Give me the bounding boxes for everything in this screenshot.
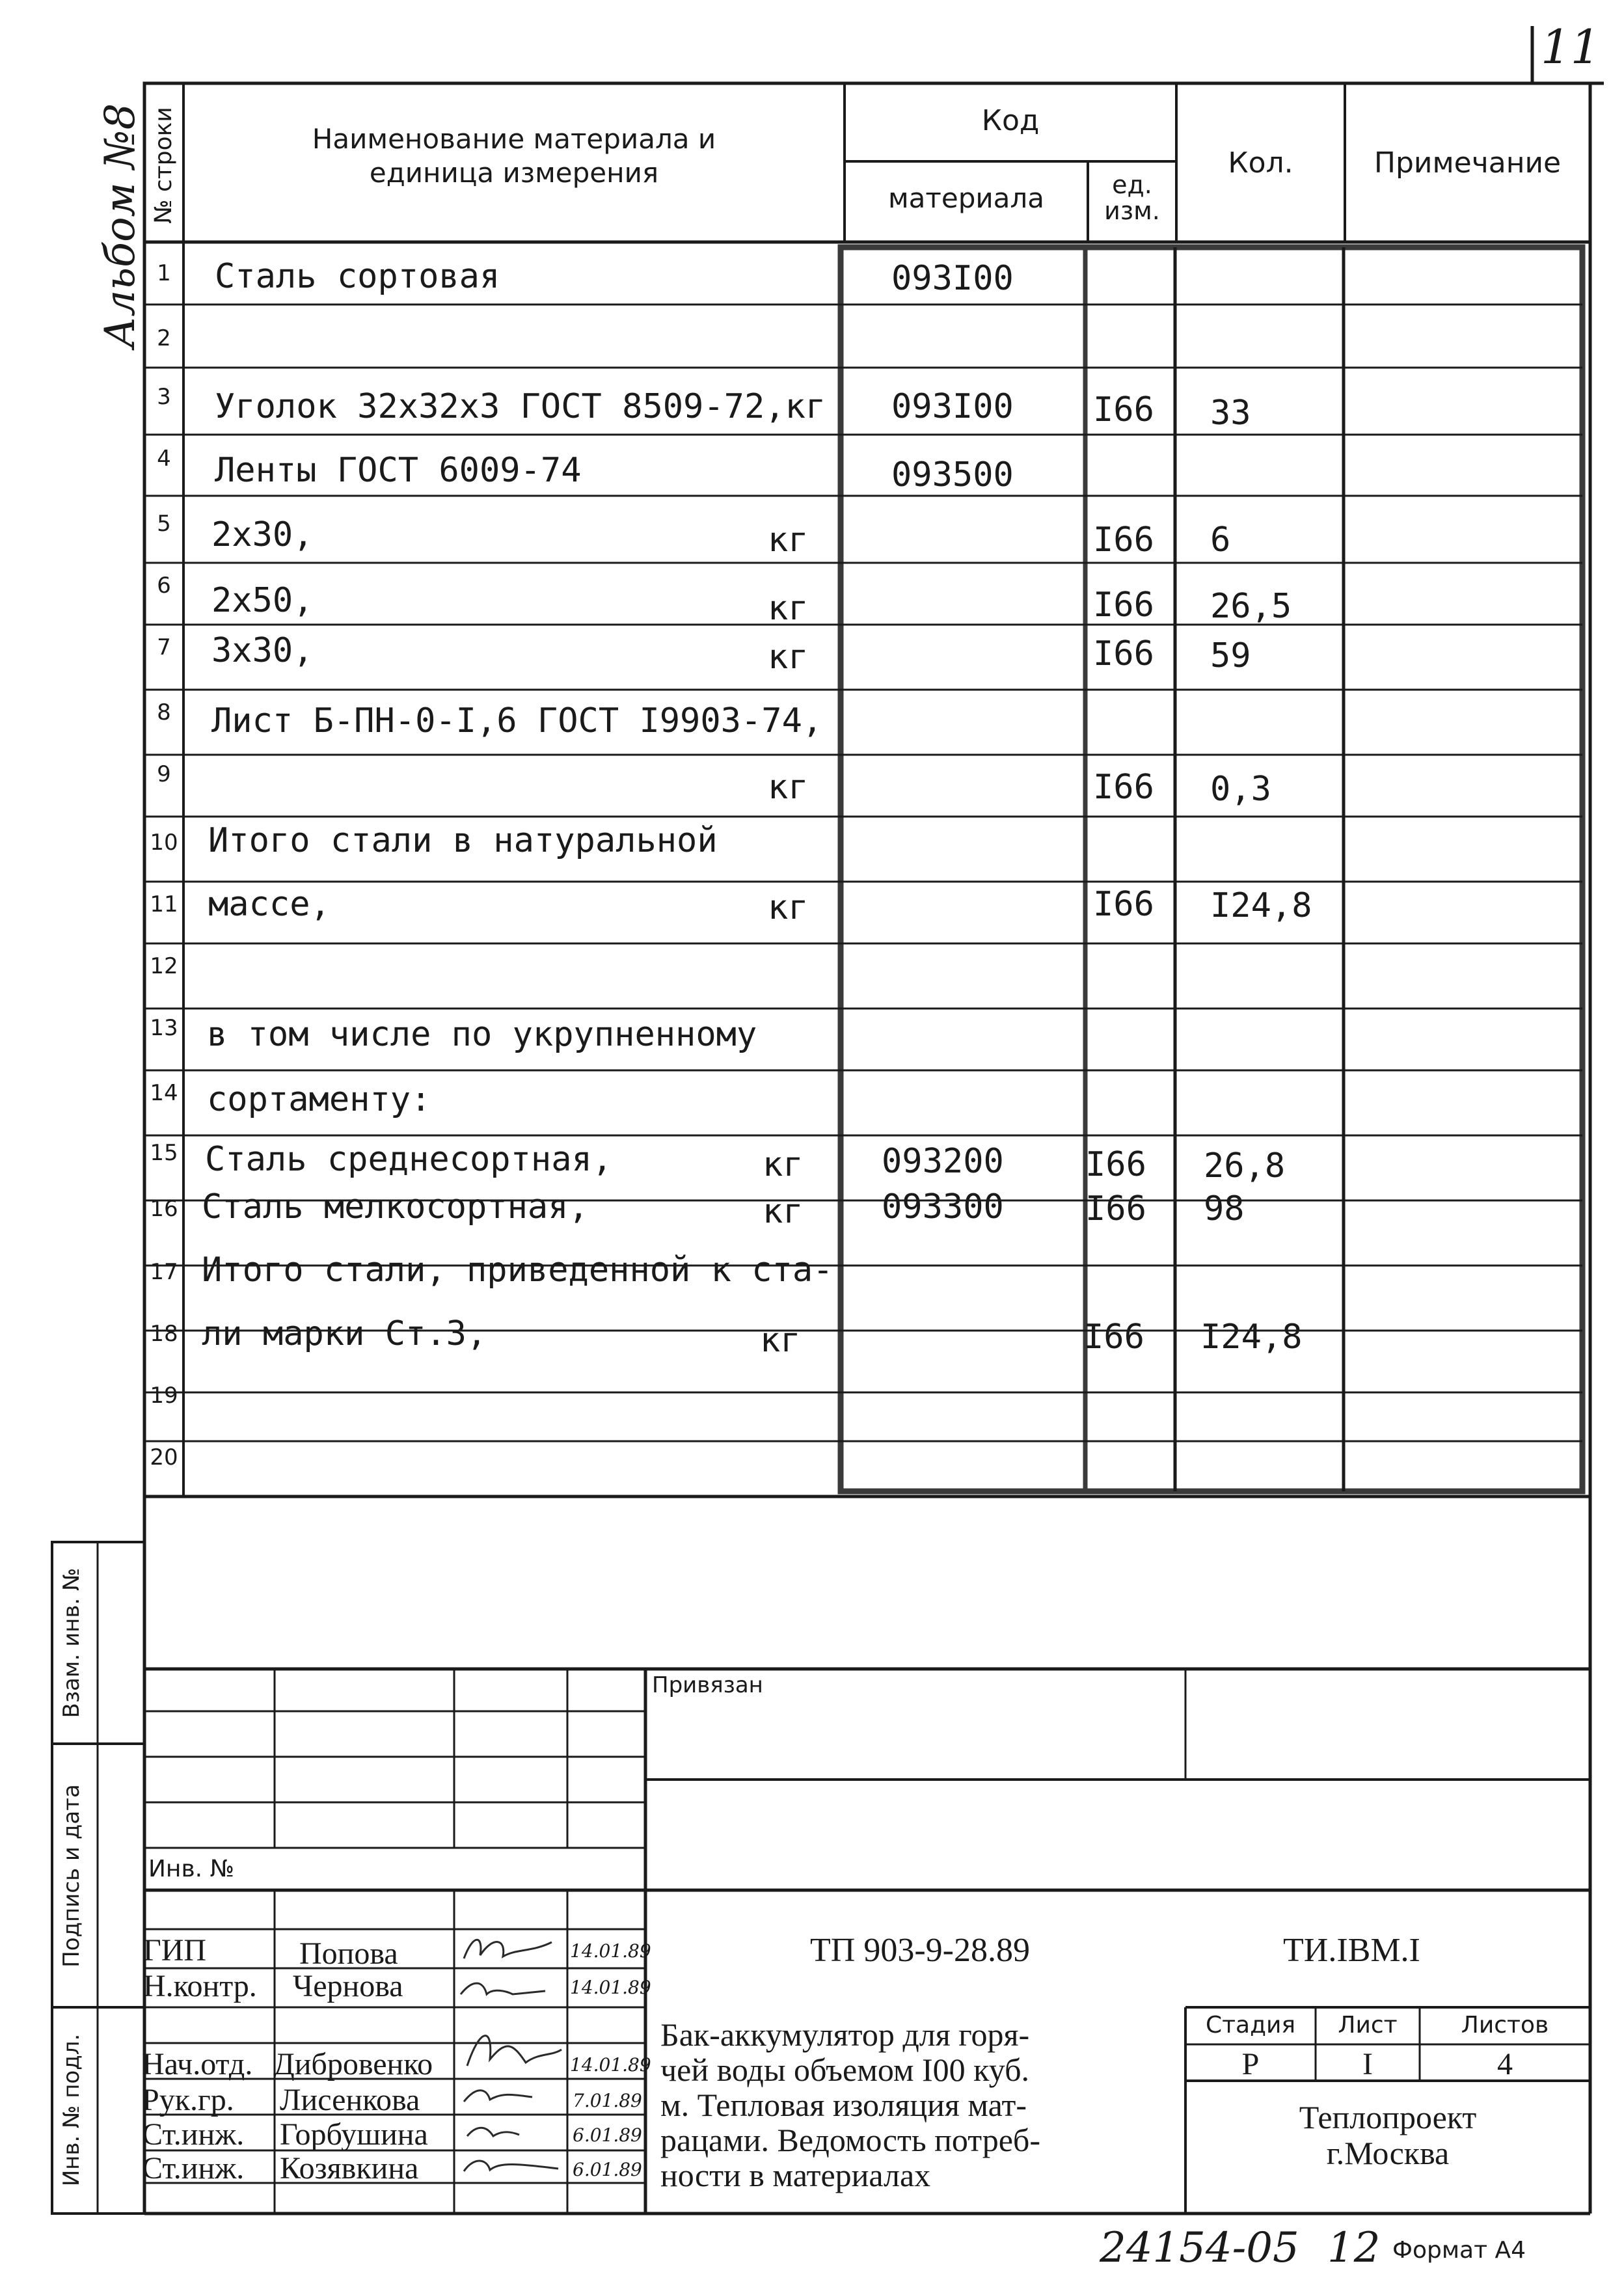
sheets-value: 4	[1497, 2047, 1513, 2081]
header-unit-bottom: изм.	[1104, 196, 1160, 225]
signature-1	[464, 1940, 552, 1958]
signature-3	[467, 2036, 562, 2066]
quantity: 6	[1210, 521, 1231, 560]
quantity: I24,8	[1210, 886, 1312, 925]
row-number: 18	[150, 1321, 178, 1347]
signature-scribbles	[454, 1929, 571, 2215]
material-code: 093300	[882, 1187, 1004, 1226]
description-line: м. Тепловая изоляция мат-	[660, 2087, 1027, 2123]
unit-code: I66	[1085, 1189, 1146, 1228]
sheet-value: I	[1362, 2047, 1373, 2081]
header-unit-top: ед.	[1112, 170, 1152, 199]
staff-name: Горбушина	[280, 2117, 428, 2152]
row-number: 8	[157, 699, 171, 725]
row-number: 13	[150, 1015, 178, 1041]
stamp-signature-date: Подпись и дата	[59, 1784, 85, 1968]
row-number: 6	[157, 573, 171, 599]
staff-role: ГИП	[143, 1933, 207, 1968]
signature-6	[464, 2161, 558, 2171]
row-number: 20	[150, 1444, 178, 1470]
staff-date: 14.01.89	[570, 1940, 651, 1962]
staff-name: Попова	[299, 1936, 398, 1971]
quantity: I24,8	[1200, 1318, 1303, 1357]
header-row-number: № строки	[150, 107, 177, 224]
archive-page: 12	[1327, 2224, 1381, 2272]
material-code: 093I00	[891, 387, 1014, 426]
material-name: 3х30,	[211, 631, 314, 670]
row-number: 3	[157, 384, 171, 410]
unit-word: кг	[768, 589, 809, 628]
archive-number: 24154-05	[1100, 2224, 1299, 2272]
unit-word: кг	[768, 768, 809, 807]
material-name: Уголок 32х32х3 ГОСТ 8509-72,кг	[215, 387, 826, 426]
quantity: 26,8	[1204, 1146, 1286, 1185]
row-number: 7	[157, 634, 171, 660]
signature-4	[464, 2091, 532, 2102]
material-name: ли марки Ст.3,	[202, 1314, 487, 1353]
row-number: 1	[157, 260, 171, 286]
material-code: 093200	[882, 1142, 1004, 1181]
organization-city: г.Москва	[1326, 2135, 1450, 2171]
stamp-replacing-inventory: Взам. инв. №	[59, 1567, 85, 1718]
material-code: 093500	[891, 455, 1014, 494]
header-material-code: материала	[887, 182, 1044, 214]
material-name: Сталь среднесортная,	[205, 1140, 613, 1179]
row-number: 9	[157, 761, 171, 787]
sheet-label: Лист	[1338, 2012, 1398, 2038]
material-name: Итого стали в натуральной	[208, 821, 718, 860]
staff-date: 6.01.89	[573, 2124, 642, 2146]
paper-format: Формат А4	[1392, 2237, 1526, 2264]
material-name: в том числе по укрупненному	[207, 1015, 757, 1054]
stage-value: Р	[1241, 2047, 1260, 2081]
handwritten-page-number: 11	[1541, 20, 1601, 74]
header-material-name: Наименование материала и единица измерения	[312, 123, 716, 189]
material-name: Сталь сортовая	[215, 257, 500, 296]
unit-word: кг	[760, 1321, 801, 1360]
description-line: рацами. Ведомость потреб-	[660, 2122, 1040, 2158]
signature-5	[467, 2128, 519, 2136]
unit-code: I66	[1093, 768, 1154, 807]
stamp-original-inventory: Инв. № подл.	[59, 2033, 85, 2187]
unit-code: I66	[1093, 634, 1154, 673]
material-name: 2х50,	[211, 581, 314, 620]
quantity: 0,3	[1210, 770, 1271, 809]
unit-word: кг	[763, 1192, 804, 1231]
staff-date: 7.01.89	[573, 2090, 642, 2111]
header-code: Код	[981, 104, 1040, 137]
material-code: 093I00	[891, 259, 1014, 298]
description-line: чей воды объемом I00 куб.	[660, 2052, 1030, 2088]
unit-code: I66	[1093, 390, 1154, 429]
unit-code: I66	[1083, 1318, 1144, 1357]
unit-code: I66	[1093, 586, 1154, 625]
row-number: 12	[150, 953, 178, 979]
row-number: 4	[157, 446, 171, 472]
description-line: ности в материалах	[660, 2157, 931, 2193]
organization-name: Теплопроект	[1299, 2099, 1477, 2135]
row-number: 19	[150, 1383, 178, 1409]
row-number: 11	[150, 891, 178, 917]
sheets-label: Листов	[1461, 2012, 1549, 2038]
staff-role: Ст.инж.	[142, 2117, 245, 2152]
material-name: Сталь мелкосортная,	[202, 1187, 589, 1226]
material-name: массе,	[208, 885, 331, 924]
staff-role: Рук.гр.	[142, 2083, 234, 2117]
header-note: Примечание	[1374, 146, 1562, 180]
row-number: 15	[150, 1140, 178, 1166]
material-name: сортаменту:	[207, 1080, 431, 1119]
staff-name: Дибровенко	[273, 2047, 433, 2081]
material-name: Лист Б-ПН-0-I,6 ГОСТ I9903-74,	[211, 701, 823, 740]
staff-date: 14.01.89	[570, 2054, 651, 2076]
staff-role: Н.контр.	[143, 1969, 257, 2003]
material-name: 2х30,	[211, 515, 314, 554]
inventory-number-label: Инв. №	[148, 1856, 235, 1882]
row-number: 14	[150, 1080, 178, 1106]
staff-name: Лисенкова	[280, 2083, 420, 2117]
staff-name: Чернова	[293, 1969, 403, 2003]
material-name: Итого стали, приведенной к ста-	[202, 1251, 833, 1290]
album-label: Альбом №8	[96, 103, 144, 348]
staff-name: Козявкина	[280, 2151, 419, 2186]
unit-code: I66	[1093, 885, 1154, 924]
row-number: 5	[157, 511, 171, 537]
unit-code: I66	[1093, 521, 1154, 560]
material-name: Ленты ГОСТ 6009-74	[215, 451, 582, 490]
linked-label: Привязан	[652, 1672, 763, 1698]
row-number: 2	[157, 325, 171, 351]
row-number: 16	[150, 1196, 178, 1222]
header-quantity: Кол.	[1228, 146, 1293, 180]
staff-role: Ст.инж.	[142, 2151, 245, 2186]
quantity: 33	[1210, 394, 1251, 433]
stage-label: Стадия	[1205, 2012, 1296, 2038]
signature-2	[461, 1983, 545, 1994]
staff-date: 14.01.89	[570, 1977, 651, 1998]
quantity: 59	[1210, 636, 1251, 675]
row-number: 17	[150, 1259, 178, 1285]
quantity: 98	[1204, 1189, 1245, 1228]
sheet-code: ТИ.IВМ.I	[1283, 1932, 1420, 1969]
unit-word: кг	[763, 1145, 804, 1184]
unit-code: I66	[1085, 1145, 1146, 1184]
staff-role: Нач.отд.	[142, 2047, 253, 2081]
description-line: Бак-аккумулятор для горя-	[660, 2016, 1030, 2053]
project-code: ТП 903-9-28.89	[810, 1932, 1030, 1969]
staff-date: 6.01.89	[573, 2159, 642, 2180]
unit-word: кг	[768, 888, 809, 927]
quantity: 26,5	[1210, 587, 1292, 626]
row-number: 10	[150, 830, 178, 856]
unit-word: кг	[768, 638, 809, 677]
unit-word: кг	[768, 521, 809, 560]
